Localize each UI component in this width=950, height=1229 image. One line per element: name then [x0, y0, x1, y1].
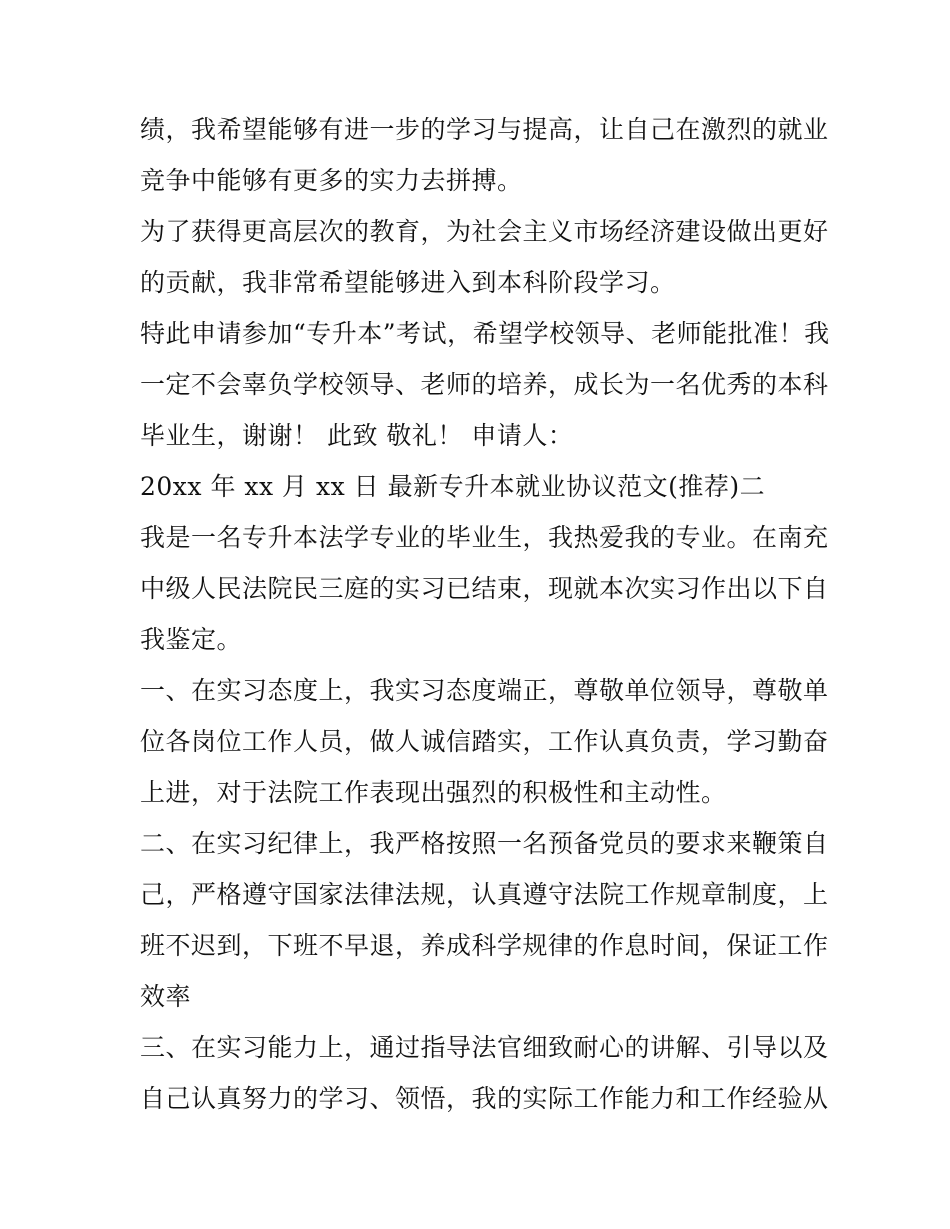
text-line: 效率 — [140, 982, 192, 1011]
text-line: 特此申请参加“专升本”考试，希望学校领导、老师能批准！我 — [140, 319, 830, 348]
text-line: 为了获得更高层次的教育，为社会主义市场经济建设做出更好 — [140, 217, 829, 246]
text-line: 位各岗位工作人员，做人诚信踏实，工作认真负责，学习勤奋 — [140, 727, 829, 756]
text-line: 自己认真努力的学习、领悟，我的实际工作能力和工作经验从 — [140, 1084, 829, 1113]
text-line: 竞争中能够有更多的实力去拼搏。 — [140, 166, 523, 195]
text-line: 上进，对于法院工作表现出强烈的积极性和主动性。 — [140, 778, 727, 807]
text-line: 毕业生，谢谢！ 此致 敬礼！ 申请人： — [140, 421, 574, 450]
text-line: 的贡献，我非常希望能够进入到本科阶段学习。 — [140, 268, 676, 297]
text-line: 中级人民法院民三庭的实习已结束，现就本次实习作出以下自 — [140, 574, 829, 603]
text-line: 班不迟到，下班不早退，养成科学规律的作息时间，保证工作 — [140, 931, 829, 960]
text-line: 一定不会辜负学校领导、老师的培养，成长为一名优秀的本科 — [140, 370, 829, 399]
text-line: 绩，我希望能够有进一步的学习与提高，让自己在激烈的就业 — [140, 115, 829, 144]
text-line: 三、在实习能力上，通过指导法官细致耐心的讲解、引导以及 — [140, 1033, 829, 1062]
text-line: 我鉴定。 — [140, 625, 243, 654]
text-line: 我是一名专升本法学专业的毕业生，我热爱我的专业。在南充 — [140, 523, 829, 552]
text-line: 己，严格遵守国家法律法规，认真遵守法院工作规章制度，上 — [140, 880, 829, 909]
document-body — [140, 104, 830, 1124]
text-line: 一、在实习态度上，我实习态度端正，尊敬单位领导，尊敬单 — [140, 676, 829, 705]
text-line: 二、在实习纪律上，我严格按照一名预备党员的要求来鞭策自 — [140, 829, 829, 858]
text-line: 20xx 年 xx 月 xx 日 最新专升本就业协议范文(推荐)二 — [140, 472, 766, 501]
